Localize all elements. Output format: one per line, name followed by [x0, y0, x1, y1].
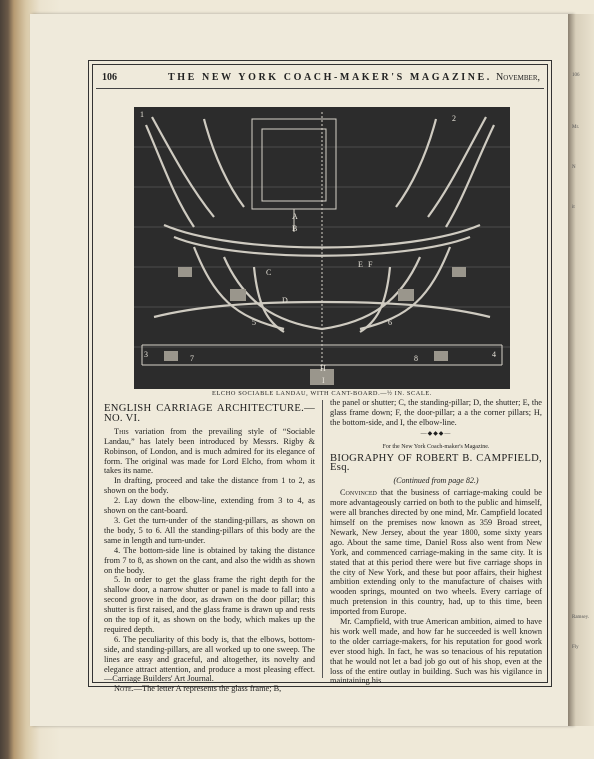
plate-label: 5: [252, 318, 256, 327]
article-heading: ENGLISH CARRIAGE ARCHITECTURE.—NO. VI.: [104, 403, 315, 424]
paragraph: 3. Get the turn-under of the standing-pillars, as shown on the body, 5 to 6. All the standing-pillars of this body are the same in length and turn-under.: [104, 515, 315, 545]
paragraph: 5. In order to get the glass frame the right depth for the shallow door, a narrow shutter or panel is made to fall into a second groove in the door, as drawn on the door pillar; this shutter is first raised, and the glass frame is drawn up and rests on the top of it, as shown on the body, which makes up the required depth.: [104, 575, 315, 634]
plate-label: 6: [388, 318, 392, 327]
right-page-fragment: N: [572, 165, 576, 170]
lead-word: Convinced: [340, 488, 377, 498]
magazine-title: THE NEW YORK COACH-MAKER'S MAGAZINE.: [168, 72, 492, 83]
plate-label: C: [266, 268, 272, 277]
right-page-fragment: 106: [572, 73, 580, 78]
plate-label: 2: [452, 114, 456, 123]
right-column: [330, 398, 542, 686]
right-page-fragment: Ramsey.: [572, 615, 590, 620]
plate-label: 7: [190, 354, 194, 363]
paragraph: [104, 427, 315, 477]
running-header: [96, 70, 544, 86]
plate-label: A: [292, 212, 298, 221]
plate-label: B: [292, 224, 298, 233]
engraving-plate: [134, 107, 510, 389]
paragraph: Mr. Campfield, with true American ambition, aimed to have his work well made, and how far he succeeded is well known to the older carriage-makers, for his reputation for good work ever stood high. In fact, he was so tenacious of his reputation that he would not let a bad job go out of his shop, even at the loss of the entire outlay in building. Such was his vigilance in maintaining his: [330, 617, 542, 686]
right-page-fragment: Fly: [572, 645, 579, 650]
column-divider: [322, 400, 323, 678]
ornament-divider: —◆◆◆—: [420, 430, 452, 437]
paragraph: 4. The bottom-side line is obtained by taking the distance from 7 to 8, as shown on the cant, and also the width as shown on the body.: [104, 545, 315, 575]
plate-label: D: [282, 296, 288, 305]
paragraph: 2. Lay down the elbow-line, extending from 3 to 4, as shown on the cant-board.: [104, 496, 315, 516]
right-page-edge: [568, 14, 594, 726]
note-paragraph: [104, 684, 315, 694]
right-page-fragment: Mr.: [572, 125, 580, 130]
header-rule: [96, 88, 544, 89]
paragraph: [330, 488, 542, 617]
plate-label: I: [322, 376, 325, 385]
plate-label: 3: [144, 350, 148, 359]
note-text: —The letter A represents the glass frame; B,: [133, 684, 282, 694]
right-page-fragment: it: [572, 205, 575, 210]
paragraph: In drafting, proceed and take the distance from 1 to 2, as shown on the body.: [104, 476, 315, 496]
lead-word: This: [114, 426, 129, 436]
plate-label: F: [368, 260, 373, 269]
paragraph: 6. The peculiarity of this body is, that the elbows, bottom-side, and standing-pillars, are all worked up to one sweep. The lines are easy and graceful, and altogether, its novelty and elegance attract attention, and produce a most pleasing effect.—Carriage Builders' Art Journal.: [104, 634, 315, 684]
plate-label: E: [358, 260, 363, 269]
plate-caption: ELCHO SOCIABLE LANDAU, WITH CANT-BOARD.—½ IN. SCALE.: [212, 390, 432, 397]
plate-label: 4: [492, 350, 496, 359]
plate-label: H: [320, 364, 326, 373]
paragraph-text: variation from the prevailing style of “Sociable Landau,” has lately been introduced by Messrs. Rigby & Robinson, of London, and is much admired for its elegance of form. The original was made for Lord Elcho, from whom it takes its name.: [104, 426, 315, 476]
plate-label: 8: [414, 354, 418, 363]
left-column: [104, 398, 315, 694]
attribution: For the New York Coach-maker's Magazine.: [382, 443, 490, 450]
article-heading: BIOGRAPHY OF ROBERT B. CAMPFIELD, Esq.: [330, 452, 542, 474]
paragraph-text: that the business of carriage-making could be more advantageously carried on both to the public and himself, were all branches directed by one mind, Mr. Campfield located himself on the premises now known as 359 Broad street, Newark, New Jersey, about the year 1800, some sixty years ago. About the same time, Daniel Ross also went from New York, and commenced carriage-making in the same city. It is stated that at this period there were but five carriage shops in the city of New York, and these but poor affairs, their highest ambition extending only to the manufacture of chaises with wooden springs, mounted on two wheels. Every carriage of much pretension in this country, had, up to this time, been imported from Europe.: [330, 488, 542, 617]
paragraph: the panel or shutter; C, the standing-pillar; D, the shutter; E, the glass frame down; F, the door-pillar; a a the corner pillars; H, the bottom-side, and I, the elbow-line.: [330, 398, 542, 427]
issue-month: November,: [496, 72, 540, 83]
plate-label: 1: [140, 110, 144, 119]
note-lead: Note.: [114, 684, 134, 694]
continued-note: (Continued from page 82.): [393, 476, 479, 486]
landau-drawing: [134, 107, 510, 389]
page-number: 106: [102, 72, 117, 83]
